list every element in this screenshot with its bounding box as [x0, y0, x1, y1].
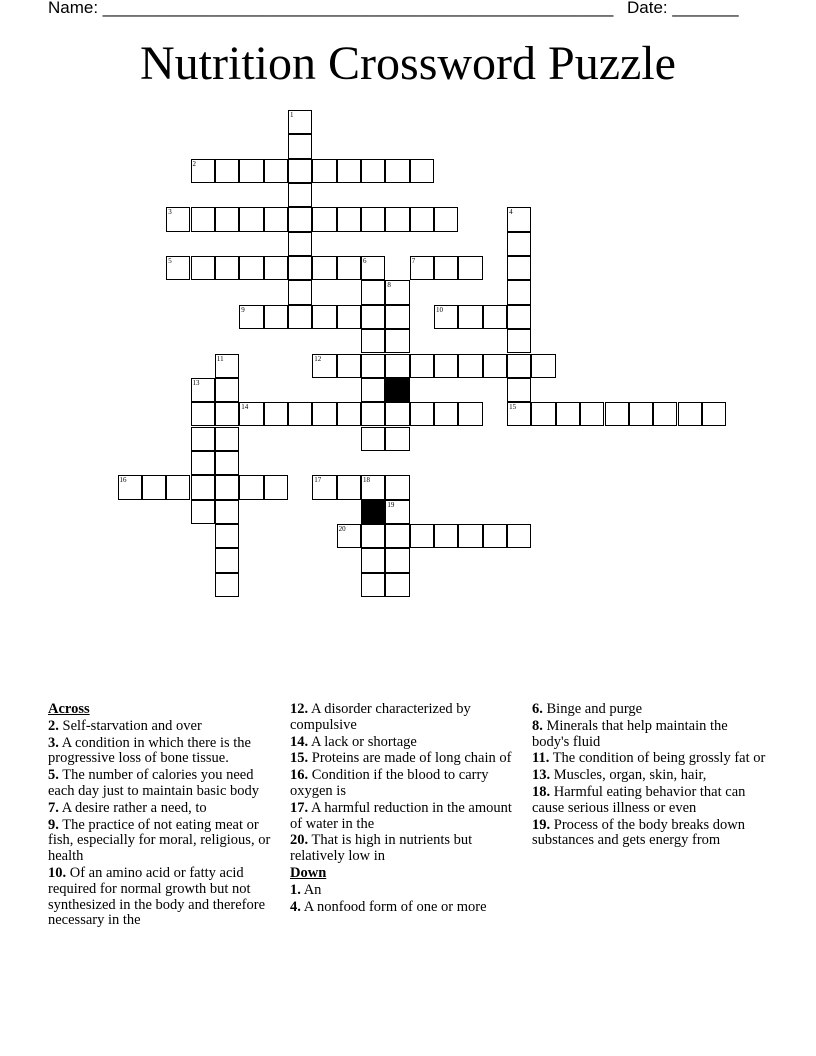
clue-10: [48, 866, 283, 929]
puzzle-cell[interactable]: [191, 159, 215, 183]
clue-text: Process of the body breaks down substances and gets energy from: [532, 816, 746, 849]
puzzle-cell[interactable]: [191, 402, 215, 426]
clue-text: An: [300, 881, 322, 898]
puzzle-cell[interactable]: [337, 159, 361, 183]
across-heading: Across: [48, 701, 90, 717]
clue-number: 17.: [290, 799, 309, 816]
puzzle-cell[interactable]: [215, 354, 239, 378]
puzzle-cell[interactable]: [434, 354, 458, 378]
clue-1: [290, 883, 525, 899]
puzzle-cell[interactable]: [385, 475, 409, 499]
puzzle-cell[interactable]: [361, 524, 385, 548]
puzzle-cell[interactable]: [580, 402, 604, 426]
cell-number: 3: [168, 208, 172, 217]
puzzle-cell[interactable]: [385, 329, 409, 353]
puzzle-cell[interactable]: [239, 256, 263, 280]
clue-text: A desire rather a need, to: [58, 799, 207, 816]
puzzle-cell[interactable]: [678, 402, 702, 426]
puzzle-cell[interactable]: [385, 573, 409, 597]
cell-number: 10: [436, 305, 444, 314]
puzzle-cell[interactable]: [361, 573, 385, 597]
puzzle-cell[interactable]: [239, 207, 263, 231]
puzzle-cell[interactable]: [483, 354, 507, 378]
clue-8: [532, 719, 767, 751]
puzzle-cell[interactable]: [312, 256, 336, 280]
puzzle-cell[interactable]: [702, 402, 726, 426]
puzzle-cell[interactable]: [191, 427, 215, 451]
puzzle-cell[interactable]: [312, 305, 336, 329]
cell-number: 9: [241, 305, 245, 314]
puzzle-cell[interactable]: [312, 402, 336, 426]
puzzle-cell[interactable]: [385, 280, 409, 304]
puzzle-cell[interactable]: [434, 207, 458, 231]
puzzle-cell[interactable]: [288, 183, 312, 207]
cell-number: 8: [387, 281, 391, 290]
puzzle-cell[interactable]: [288, 134, 312, 158]
clue-text: Minerals that help maintain the body's fluid: [532, 717, 728, 750]
puzzle-cell[interactable]: [166, 207, 190, 231]
clue-number: 10.: [48, 864, 67, 881]
puzzle-cell[interactable]: [264, 305, 288, 329]
clue-text: A lack or shortage: [308, 733, 417, 750]
puzzle-cell[interactable]: [653, 402, 677, 426]
puzzle-cell[interactable]: [288, 402, 312, 426]
clue-number: 18.: [532, 783, 551, 800]
clue-number: 9.: [48, 816, 59, 833]
cell-number: 16: [119, 476, 127, 485]
clue-number: 12.: [290, 701, 309, 717]
cell-number: 13: [192, 378, 200, 387]
black-cell: [361, 500, 385, 524]
puzzle-cell[interactable]: [312, 207, 336, 231]
puzzle-cell[interactable]: [385, 305, 409, 329]
clue-text: The number of calories you need each day just to maintain basic body: [48, 767, 260, 799]
puzzle-cell[interactable]: [361, 305, 385, 329]
puzzle-cell[interactable]: [507, 280, 531, 304]
clue-text: Condition if the blood to carry oxygen is: [290, 767, 489, 799]
puzzle-cell[interactable]: [507, 378, 531, 402]
puzzle-cell[interactable]: [191, 475, 215, 499]
puzzle-cell[interactable]: [215, 524, 239, 548]
clue-number: 7.: [48, 799, 59, 816]
down-heading: Down: [290, 864, 327, 881]
clue-number: 16.: [290, 767, 309, 784]
name-line: Name: ______________________________________________________: [48, 0, 614, 17]
puzzle-cell[interactable]: [385, 207, 409, 231]
puzzle-cell[interactable]: [191, 451, 215, 475]
cell-number: 14: [241, 403, 249, 412]
clue-number: 13.: [532, 767, 551, 784]
puzzle-cell[interactable]: [215, 451, 239, 475]
puzzle-cell[interactable]: [531, 354, 555, 378]
puzzle-cell[interactable]: [288, 232, 312, 256]
puzzle-cell[interactable]: [361, 427, 385, 451]
cell-number: 18: [363, 476, 370, 485]
page-title: Nutrition Crossword Puzzle: [140, 37, 676, 90]
clue-11: [532, 751, 767, 767]
cell-number: 20: [338, 524, 346, 533]
puzzle-cell[interactable]: [337, 475, 361, 499]
puzzle-cell[interactable]: [142, 475, 166, 499]
clue-20: [290, 833, 525, 865]
puzzle-cell[interactable]: [239, 402, 263, 426]
puzzle-cell[interactable]: [312, 354, 336, 378]
clue-text: Harmful eating behavior that can cause serious illness or even: [532, 783, 746, 816]
puzzle-cell[interactable]: [264, 256, 288, 280]
cell-number: 1: [289, 111, 294, 119]
puzzle-cell[interactable]: [191, 378, 215, 402]
puzzle-cell[interactable]: [385, 427, 409, 451]
clue-text: A harmful reduction in the amount of water in the: [290, 799, 512, 832]
puzzle-cell[interactable]: [215, 378, 239, 402]
clue-text: The practice of not eating meat or fish, especially for moral, religious, or health: [48, 816, 271, 865]
puzzle-cell[interactable]: [434, 305, 458, 329]
clue-15: [290, 751, 525, 767]
puzzle-cell[interactable]: [361, 378, 385, 402]
puzzle-cell[interactable]: [458, 524, 482, 548]
puzzle-cell[interactable]: [507, 524, 531, 548]
clue-2: [48, 719, 283, 735]
puzzle-cell[interactable]: [385, 354, 409, 378]
puzzle-cell[interactable]: [361, 475, 385, 499]
puzzle-cell[interactable]: [215, 402, 239, 426]
puzzle-cell[interactable]: [507, 256, 531, 280]
cell-number: 4: [509, 208, 513, 217]
puzzle-cell[interactable]: [385, 159, 409, 183]
puzzle-cell[interactable]: [361, 207, 385, 231]
puzzle-cell[interactable]: [361, 548, 385, 572]
puzzle-cell[interactable]: [264, 475, 288, 499]
puzzle-cell[interactable]: [337, 524, 361, 548]
clue-18: [532, 785, 767, 817]
puzzle-cell[interactable]: [191, 500, 215, 524]
clue-14: [290, 735, 525, 751]
clue-number: 11.: [532, 750, 550, 767]
clue-number: 3.: [48, 734, 59, 751]
puzzle-cell[interactable]: [288, 305, 312, 329]
clue-number: 5.: [48, 767, 59, 784]
clue-7: [48, 801, 283, 817]
puzzle-cell[interactable]: [337, 305, 361, 329]
puzzle-cell[interactable]: [361, 159, 385, 183]
puzzle-cell[interactable]: [483, 524, 507, 548]
clue-4: [290, 900, 525, 916]
clue-number: 20.: [290, 832, 309, 849]
puzzle-cell[interactable]: [264, 402, 288, 426]
puzzle-cell[interactable]: [385, 500, 409, 524]
clue-number: 14.: [290, 733, 309, 750]
puzzle-cell[interactable]: [385, 548, 409, 572]
puzzle-cell[interactable]: [215, 256, 239, 280]
clue-number: 4.: [290, 898, 301, 915]
puzzle-cell[interactable]: [507, 329, 531, 353]
puzzle-cell[interactable]: [507, 354, 531, 378]
puzzle-cell[interactable]: [288, 256, 312, 280]
puzzle-cell[interactable]: [337, 207, 361, 231]
clue-text: Binge and purge: [542, 701, 643, 717]
puzzle-cell[interactable]: [288, 159, 312, 183]
puzzle-cell[interactable]: [239, 159, 263, 183]
puzzle-cell[interactable]: [118, 475, 142, 499]
puzzle-cell[interactable]: [483, 305, 507, 329]
clue-number: 19.: [532, 816, 551, 833]
puzzle-cell[interactable]: [337, 402, 361, 426]
puzzle-cell[interactable]: [458, 354, 482, 378]
puzzle-cell[interactable]: [337, 256, 361, 280]
cell-number: 2: [192, 159, 197, 168]
clues-column-1: [48, 702, 283, 930]
clue-19: [532, 818, 767, 850]
puzzle-cell[interactable]: [361, 329, 385, 353]
puzzle-cell[interactable]: [215, 573, 239, 597]
cell-number: 5: [168, 257, 172, 266]
puzzle-cell[interactable]: [191, 207, 215, 231]
puzzle-cell[interactable]: [434, 402, 458, 426]
puzzle-cell[interactable]: [215, 548, 239, 572]
puzzle-cell[interactable]: [410, 207, 434, 231]
clue-6: [532, 702, 767, 718]
date-line: Date: _______: [627, 0, 739, 17]
clue-text: Muscles, organ, skin, hair,: [550, 767, 707, 784]
clue-text: A condition in which there is the progressive loss of bone tissue.: [48, 734, 251, 767]
puzzle-cell[interactable]: [361, 402, 385, 426]
cell-number: 6: [363, 257, 367, 266]
puzzle-cell[interactable]: [629, 402, 653, 426]
cell-number: 15: [509, 403, 517, 412]
clue-text: A nonfood form of one or more: [300, 898, 487, 915]
clue-9: [48, 818, 283, 865]
clue-text: Of an amino acid or fatty acid required for normal growth but not synthesized in the body and therefore necessary in the: [48, 864, 266, 929]
clue-number: 15.: [290, 750, 309, 767]
puzzle-cell[interactable]: [410, 159, 434, 183]
puzzle-cell[interactable]: [605, 402, 629, 426]
cell-number: 17: [314, 476, 322, 485]
cell-number: 12: [314, 354, 322, 363]
puzzle-cell[interactable]: [288, 110, 312, 134]
puzzle-cell[interactable]: [239, 305, 263, 329]
cell-number: 11: [216, 354, 224, 363]
puzzle-cell[interactable]: [410, 402, 434, 426]
puzzle-cell[interactable]: [531, 402, 555, 426]
clue-16: [290, 768, 525, 800]
puzzle-cell[interactable]: [215, 500, 239, 524]
clue-number: 2.: [48, 717, 59, 734]
cell-number: 7: [411, 257, 416, 266]
puzzle-cell[interactable]: [361, 354, 385, 378]
puzzle-cell[interactable]: [361, 280, 385, 304]
clue-12: [290, 702, 525, 734]
puzzle-cell[interactable]: [288, 280, 312, 304]
clue-text: A disorder characterized by compulsive: [290, 701, 471, 733]
cell-number: 19: [387, 500, 395, 509]
puzzle-cell[interactable]: [312, 159, 336, 183]
clue-text: Proteins are made of long chain of: [308, 750, 512, 767]
clue-number: 1.: [290, 881, 301, 898]
puzzle-cell[interactable]: [361, 256, 385, 280]
clue-3: [48, 736, 283, 768]
clue-5: [48, 768, 283, 800]
puzzle-cell[interactable]: [434, 524, 458, 548]
clue-13: [532, 768, 767, 784]
puzzle-cell[interactable]: [507, 402, 531, 426]
puzzle-cell[interactable]: [215, 207, 239, 231]
clues-column-3: [532, 702, 767, 850]
puzzle-cell[interactable]: [385, 524, 409, 548]
puzzle-cell[interactable]: [264, 159, 288, 183]
puzzle-cell[interactable]: [507, 305, 531, 329]
puzzle-cell[interactable]: [264, 207, 288, 231]
clue-text: That is high in nutrients but relatively low in: [290, 832, 473, 865]
puzzle-cell[interactable]: [166, 475, 190, 499]
puzzle-cell[interactable]: [410, 256, 434, 280]
puzzle-cell[interactable]: [166, 256, 190, 280]
black-cell: [385, 378, 409, 402]
clue-number: 8.: [532, 717, 543, 734]
puzzle-cell[interactable]: [507, 207, 531, 231]
clue-number: 6.: [532, 701, 543, 717]
clue-text: Self-starvation and over: [58, 717, 202, 734]
puzzle-cell[interactable]: [312, 475, 336, 499]
puzzle-cell[interactable]: [337, 354, 361, 378]
puzzle-cell[interactable]: [239, 475, 263, 499]
puzzle-cell[interactable]: [458, 305, 482, 329]
puzzle-cell[interactable]: [507, 232, 531, 256]
puzzle-cell[interactable]: [288, 207, 312, 231]
puzzle-cell[interactable]: [215, 475, 239, 499]
puzzle-cell[interactable]: [215, 427, 239, 451]
puzzle-cell[interactable]: [410, 354, 434, 378]
puzzle-cell[interactable]: [458, 256, 482, 280]
puzzle-cell[interactable]: [215, 159, 239, 183]
puzzle-cell[interactable]: [385, 402, 409, 426]
puzzle-cell[interactable]: [191, 256, 215, 280]
puzzle-cell[interactable]: [458, 402, 482, 426]
clue-17: [290, 801, 525, 833]
clue-text: The condition of being grossly fat or: [549, 750, 766, 767]
puzzle-cell[interactable]: [434, 256, 458, 280]
clues-column-2: [290, 702, 525, 916]
puzzle-cell[interactable]: [556, 402, 580, 426]
puzzle-cell[interactable]: [410, 524, 434, 548]
